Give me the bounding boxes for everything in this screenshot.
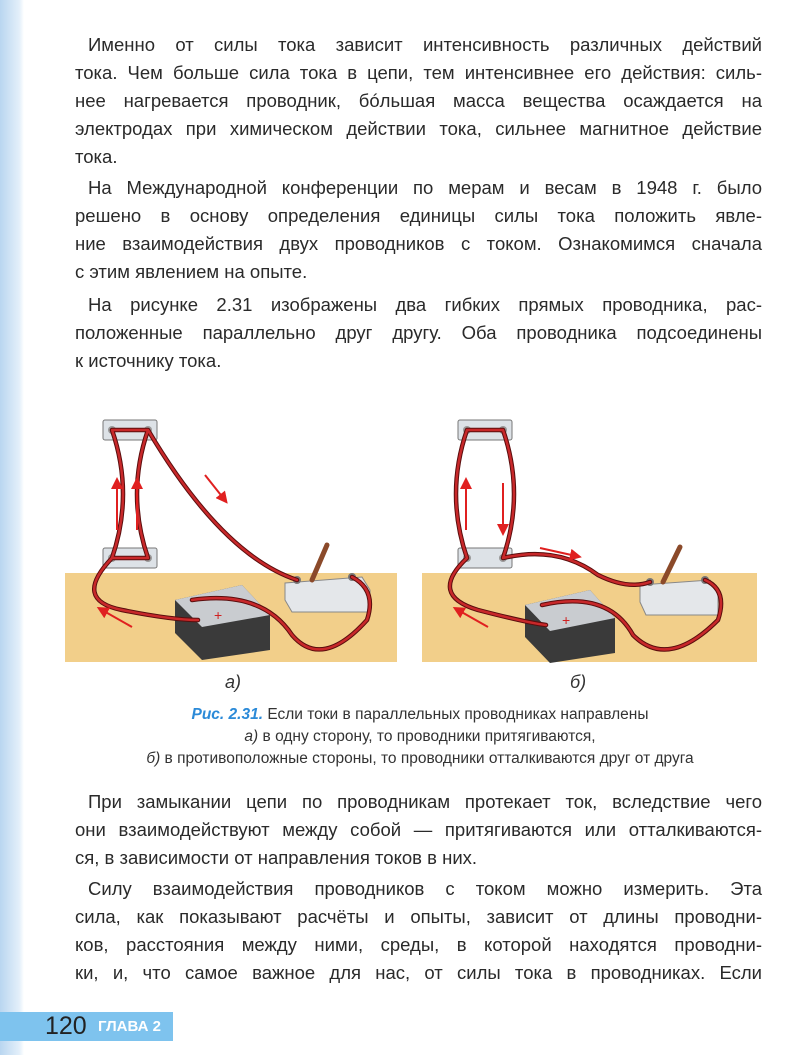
text-line: На рисунке 2.31 изображены два гибких прямых проводника, рас- (88, 294, 762, 315)
paragraph (75, 174, 762, 286)
battery-plus-label: + (214, 607, 223, 623)
battery-plus-label: + (562, 612, 571, 628)
paragraph (75, 788, 762, 872)
figure-b-label: б) (570, 672, 587, 692)
text-line: ние взаимодействия двух проводников с током. Ознакомимся сначала (75, 233, 762, 254)
page-footer (0, 1012, 173, 1041)
figure-a-attracting-conductors (62, 405, 402, 675)
text-line: На Международной конференции по мерам и весам в 1948 г. было (88, 177, 762, 198)
caption-text: в противоположные стороны, то проводники отталкиваются друг от друга (164, 750, 694, 767)
figure-caption-line-1 (60, 704, 780, 726)
caption-marker-b: б) (146, 750, 161, 767)
text-line: При замыкании цепи по проводникам протекает ток, вследствие чего (88, 791, 762, 812)
text-line: ки, и, что самое важное для нас, от силы тока в проводниках. Если (75, 962, 762, 983)
caption-text: в одну сторону, то проводники притягиваются, (262, 728, 596, 745)
figure-caption-line-3 (60, 748, 780, 770)
text-line: к источнику тока. (75, 350, 222, 371)
figure-caption-line-2 (60, 726, 780, 748)
text-line: Именно от силы тока зависит интенсивность различных действий (88, 34, 762, 55)
page-number: 120 (45, 1012, 87, 1040)
text-line: ся, в зависимости от направления токов в них. (75, 847, 478, 868)
paragraph (75, 291, 762, 375)
figure-reference: Рис. 2.31. (191, 706, 263, 723)
figure-b-repelling-conductors (418, 405, 758, 675)
text-line: ков, расстояния между ними, среды, в которой находятся проводни- (75, 934, 762, 955)
text-line: сила, как показывают расчёты и опыты, зависит от длины проводни- (75, 906, 762, 927)
paragraph (75, 875, 762, 987)
text-line: решено в основу определения единицы силы тока положить явле- (75, 205, 762, 226)
figure-a-label: а) (225, 672, 242, 692)
text-line: с этим явлением на опыте. (75, 261, 308, 282)
text-line: положенные параллельно друг другу. Оба проводника подсоединены (75, 322, 762, 343)
page-edge-stripe (0, 0, 24, 1055)
caption-text: Если токи в параллельных проводниках направлены (267, 706, 649, 723)
text-line: нее нагревается проводник, бóльшая масса вещества осаждается на (75, 90, 762, 111)
text-line: электродах при химическом действии тока, сильнее магнитное действие (75, 118, 762, 139)
text-line: они взаимодействуют между собой — притягиваются или отталкиваются- (75, 819, 762, 840)
caption-marker-a: а) (244, 728, 259, 745)
chapter-label: ГЛАВА 2 (98, 1018, 161, 1035)
text-line: Силу взаимодействия проводников с током можно измерить. Эта (88, 878, 762, 899)
text-line: тока. Чем больше сила тока в цепи, тем интенсивнее его действия: силь- (75, 62, 762, 83)
text-line: тока. (75, 146, 118, 167)
paragraph (75, 31, 762, 171)
